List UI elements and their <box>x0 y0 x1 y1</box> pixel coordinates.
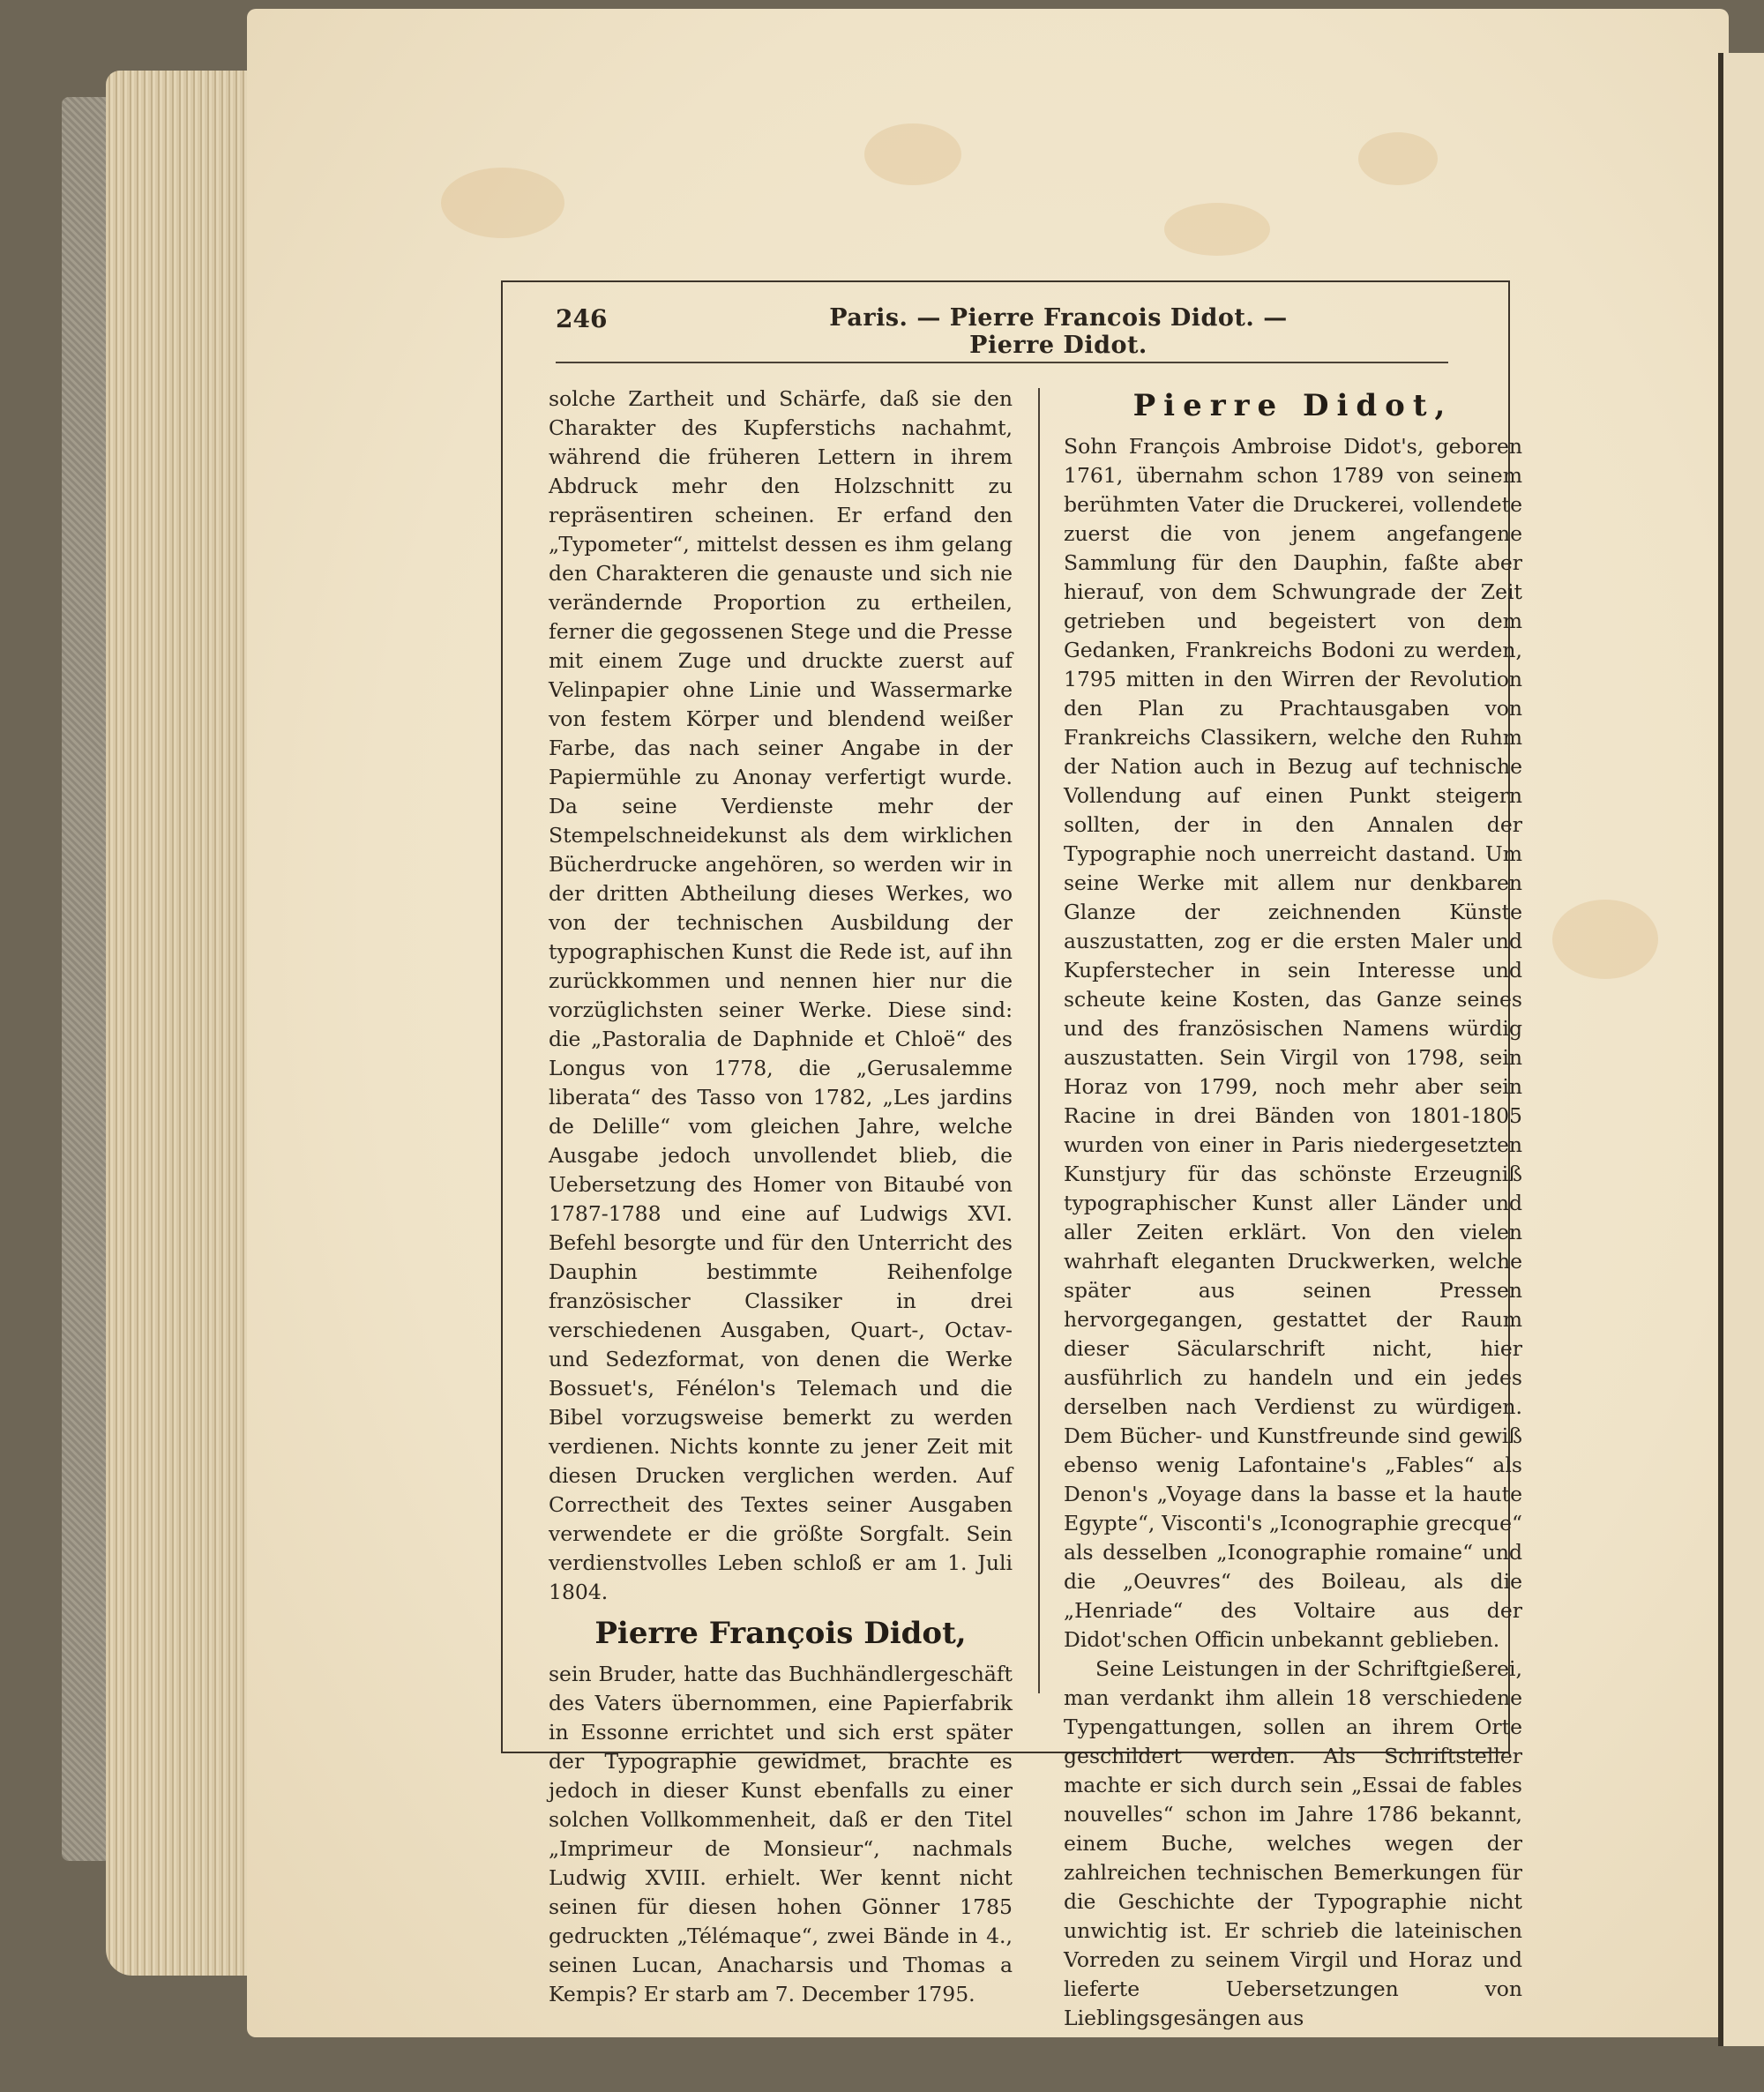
heading-pierre-francois-didot: Pierre François Didot, <box>594 1616 967 1651</box>
paper-stain <box>1164 203 1270 256</box>
right-paragraph-1: Sohn François Ambroise Didot's, geboren 1761, übernahm schon 1789 von seinem berühmten Vater die Druckerei, vollendete zuerst die von jenem angefangene Sammlung für den Dauphin, faßte aber hierauf, von dem Schwungrade der Zeit getrieben und begeistert von dem Gedanken, Frankreichs Bodoni zu werden, 1795 mitten in den Wirren der Revolution den Plan zu Prachtausgaben von Frankreichs Classikern, welche den Ruhm der Nation auch in Bezug auf technische Vollendung auf einen Punkt steigern sollten, der in den Annalen der Typographie noch unerreicht dastand. Um seine Werke mit allem nur denkbaren Glanze der zeichnenden Künste auszustatten, zog er die ersten Maler und Kupferstecher in sein Interesse und scheute keine Kosten, das Ganze seines und des französischen Namens würdig auszustatten. Sein Virgil von 1798, sein Horaz von 1799, noch mehr aber sein Racine in drei Bänden von 1801-1805 wurden von einer in Paris niedergesetzten Kunstjury für das schönste Erzeugniß typographischer Kunst aller Länder und aller Zeiten erklärt. Von den vielen wahrhaft eleganten Druckwerken, welche später aus seinen Pressen hervorgegangen, gestattet der Raum dieser Säcularschrift nicht, hier ausführlich zu handeln und ein jedes derselben nach Verdienst zu würdigen. Dem Bücher- und Kunstfreunde sind gewiß ebenso wenig Lafontaine's „Fables“ als Denon's „Voyage dans la basse et la haute Egypte“, Visconti's „Iconographie grecque“ als desselben „Iconographie romaine“ und die „Oeuvres“ des Boileau, als die „Henriade“ des Voltaire aus der Didot'schen Officin unbekannt geblieben. <box>1064 434 1522 1652</box>
paper-stain <box>1552 900 1658 979</box>
right-paragraph-2: Seine Leistungen in der Schriftgießerei, man verdankt ihm allein 18 verschiedene Typengattungen, sollen an ihrem Orte geschildert werden. Als Schriftsteller machte er sich durch sein „Essai de fables nouvelles“ schon im Jahre 1786 bekannt, einem Buche, welches wegen der zahlreichen technischen Bemerkungen für die Geschichte der Typographie nicht unwichtig ist. Er schrieb die lateinischen Vorreden zu seinem Virgil und Horaz und lieferte Uebersetzungen von Lieblingsgesängen aus <box>1064 1656 1522 2030</box>
right-column <box>1064 385 1522 2033</box>
paper-stain <box>441 168 564 238</box>
page-number: 246 <box>556 304 608 333</box>
heading-pierre-didot: Pierre Didot, <box>1132 388 1454 423</box>
left-column <box>549 385 1013 2009</box>
left-paragraph-2: sein Bruder, hatte das Buchhändlergeschäft des Vaters übernommen, eine Papierfabrik in Essonne errichtet und sich erst später der Typographie gewidmet, brachte es jedoch in dieser Kunst ebenfalls zu einer solchen Vollkommenheit, daß er den Titel „Imprimeur de Monsieur“, nachmals Ludwig XVIII. erhielt. Wer kennt nicht seinen für diesen hohen Gönner 1785 gedruckten „Télémaque“, zwei Bände in 4., seinen Lucan, Anacharsis und Thomas a Kempis? Er starb am 7. December 1795. <box>549 1662 1013 2006</box>
left-paragraph-1: solche Zartheit und Schärfe, daß sie den Charakter des Kupferstichs nachahmt, während die früheren Lettern in ihrem Abdruck mehr den Holzschnitt zu repräsentiren scheinen. Er erfand den „Typometer“, mittelst dessen es ihm gelang den Charakteren die genauste und sich nie verändernde Proportion zu ertheilen, ferner die gegossenen Stege und die Presse mit einem Zuge und druckte zuerst auf Velinpapier ohne Linie und Wassermarke von festem Körper und blendend weißer Farbe, das nach seiner Angabe in der Papiermühle zu Anonay verfertigt wurde. Da seine Verdienste mehr der Stempelschneidekunst als dem wirklichen Bücherdrucke angehören, so werden wir in der dritten Abtheilung dieses Werkes, wo von der technischen Ausbildung der typographischen Kunst die Rede ist, auf ihn zurückkommen und nennen hier nur die vorzüglichsten seiner Werke. Diese sind: die „Pastoralia de Daphnide et Chloë“ des Longus von 1778, die „Gerusalemme liberata“ des Tasso von 1782, „Les jardins de Delille“ vom gleichen Jahre, welche Ausgabe jedoch unvollendet blieb, die Uebersetzung des Homer von Bitaubé von 1787-1788 und eine auf Ludwigs XVI. Befehl besorgte und für den Unterricht des Dauphin bestimmte Reihenfolge französischer Classiker in drei verschiedenen Ausgaben, Quart-, Octav- und Sedezformat, von denen die Werke Bossuet's, Fénélon's Telemach und die Bibel vorzugsweise bemerkt zu werden verdienen. Nichts konnte zu jener Zeit mit diesen Drucken verglichen werden. Auf Correctheit des Textes seiner Ausgaben verwendete er die größte Sorgfalt. Sein verdienstvolles Leben schloß er am 1. Juli 1804. <box>549 386 1013 1604</box>
column-divider <box>1038 388 1040 1693</box>
header-rule <box>556 362 1448 363</box>
running-head: Paris. — Pierre Francois Didot. — Pierre Didot. <box>829 304 1288 359</box>
paper-stain <box>1358 132 1438 185</box>
facing-page-edge <box>1718 53 1764 2046</box>
paper-stain <box>864 123 961 185</box>
